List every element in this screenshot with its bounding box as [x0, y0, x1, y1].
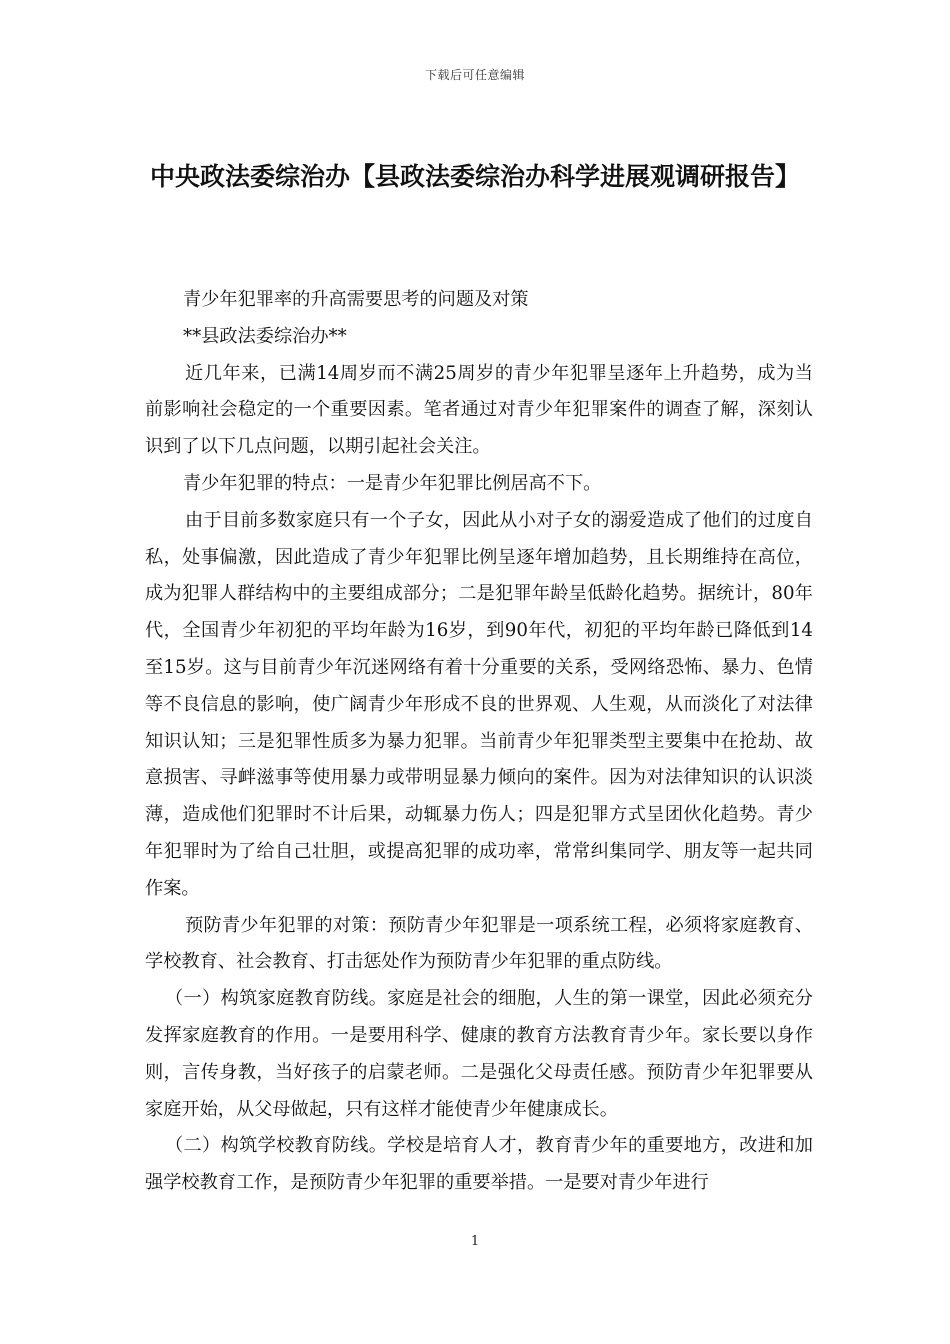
paragraph: 近几年来，已满14周岁而不满25周岁的青少年犯罪呈逐年上升趋势，成为当前影响社会稳定的一个重要因素。笔者通过对青少年犯罪案件的调查了解，深刻认识到了以下几点问题，以期引起社会关注。	[145, 362, 813, 458]
paragraph: 由于目前多数家庭只有一个子女，因此从小对子女的溺爱造成了他们的过度自私，处事偏激，因此造成了青少年犯罪比例呈逐年增加趋势，且长期维持在高位，成为犯罪人群结构中的主要组成部分；二是犯罪年龄呈低龄化趋势。据统计，80年代，全国青少年初犯的平均年龄为16岁，到90年代，初犯的平均年龄已降低到14至15岁。这与目前青少年沉迷网络有着十分重要的关系，受网络恐怖、暴力、色情等不良信息的影响，使广阔青少年形成不良的世界观、人生观，从而淡化了对法律知识认知；三是犯罪性质多为暴力犯罪。当前青少年犯罪类型主要集中在抢劫、故意损害、寻衅滋事等使用暴力或带明显暴力倾向的案件。因为对法律知识的认识淡薄，造成他们犯罪时不计后果，动辄暴力伤人；四是犯罪方式呈团伙化趋势。青少年犯罪时为了给自己壮胆，或提高犯罪的成功率，常常纠集同学、朋友等一起共同作案。	[145, 509, 813, 899]
paragraph: 青少年犯罪的特点：一是青少年犯罪比例居高不下。	[183, 472, 602, 494]
paragraph: （一）构筑家庭教育防线。家庭是社会的细胞，人生的第一课堂，因此必须充分发挥家庭教育的作用。一是要用科学、健康的教育方法教育青少年。家长要以身作则，言传身教，当好孩子的启蒙老师。二是强化父母责任感。预防青少年犯罪要从家庭开始，从父母做起，只有这样才能使青少年健康成长。	[145, 988, 813, 1120]
paragraph: （二）构筑学校教育防线。学校是培育人才，教育青少年的重要地方，改进和加强学校教育工作，是预防青少年犯罪的重要举措。一是要对青少年进行	[145, 1135, 813, 1194]
document-title: 中央政法委综治办【县政法委综治办科学进展观调研报告】	[149, 162, 800, 191]
header-note: 下载后可任意编辑	[424, 68, 525, 82]
document-author: **县政法委综治办**	[183, 325, 347, 347]
document-subtitle: 青少年犯罪率的升高需要思考的问题及对策	[183, 289, 529, 310]
document-body	[145, 282, 813, 1202]
page-number: 1	[470, 1234, 480, 1249]
paragraph: 预防青少年犯罪的对策：预防青少年犯罪是一项系统工程，必须将家庭教育、学校教育、社会教育、打击惩处作为预防青少年犯罪的重点防线。	[145, 914, 813, 973]
